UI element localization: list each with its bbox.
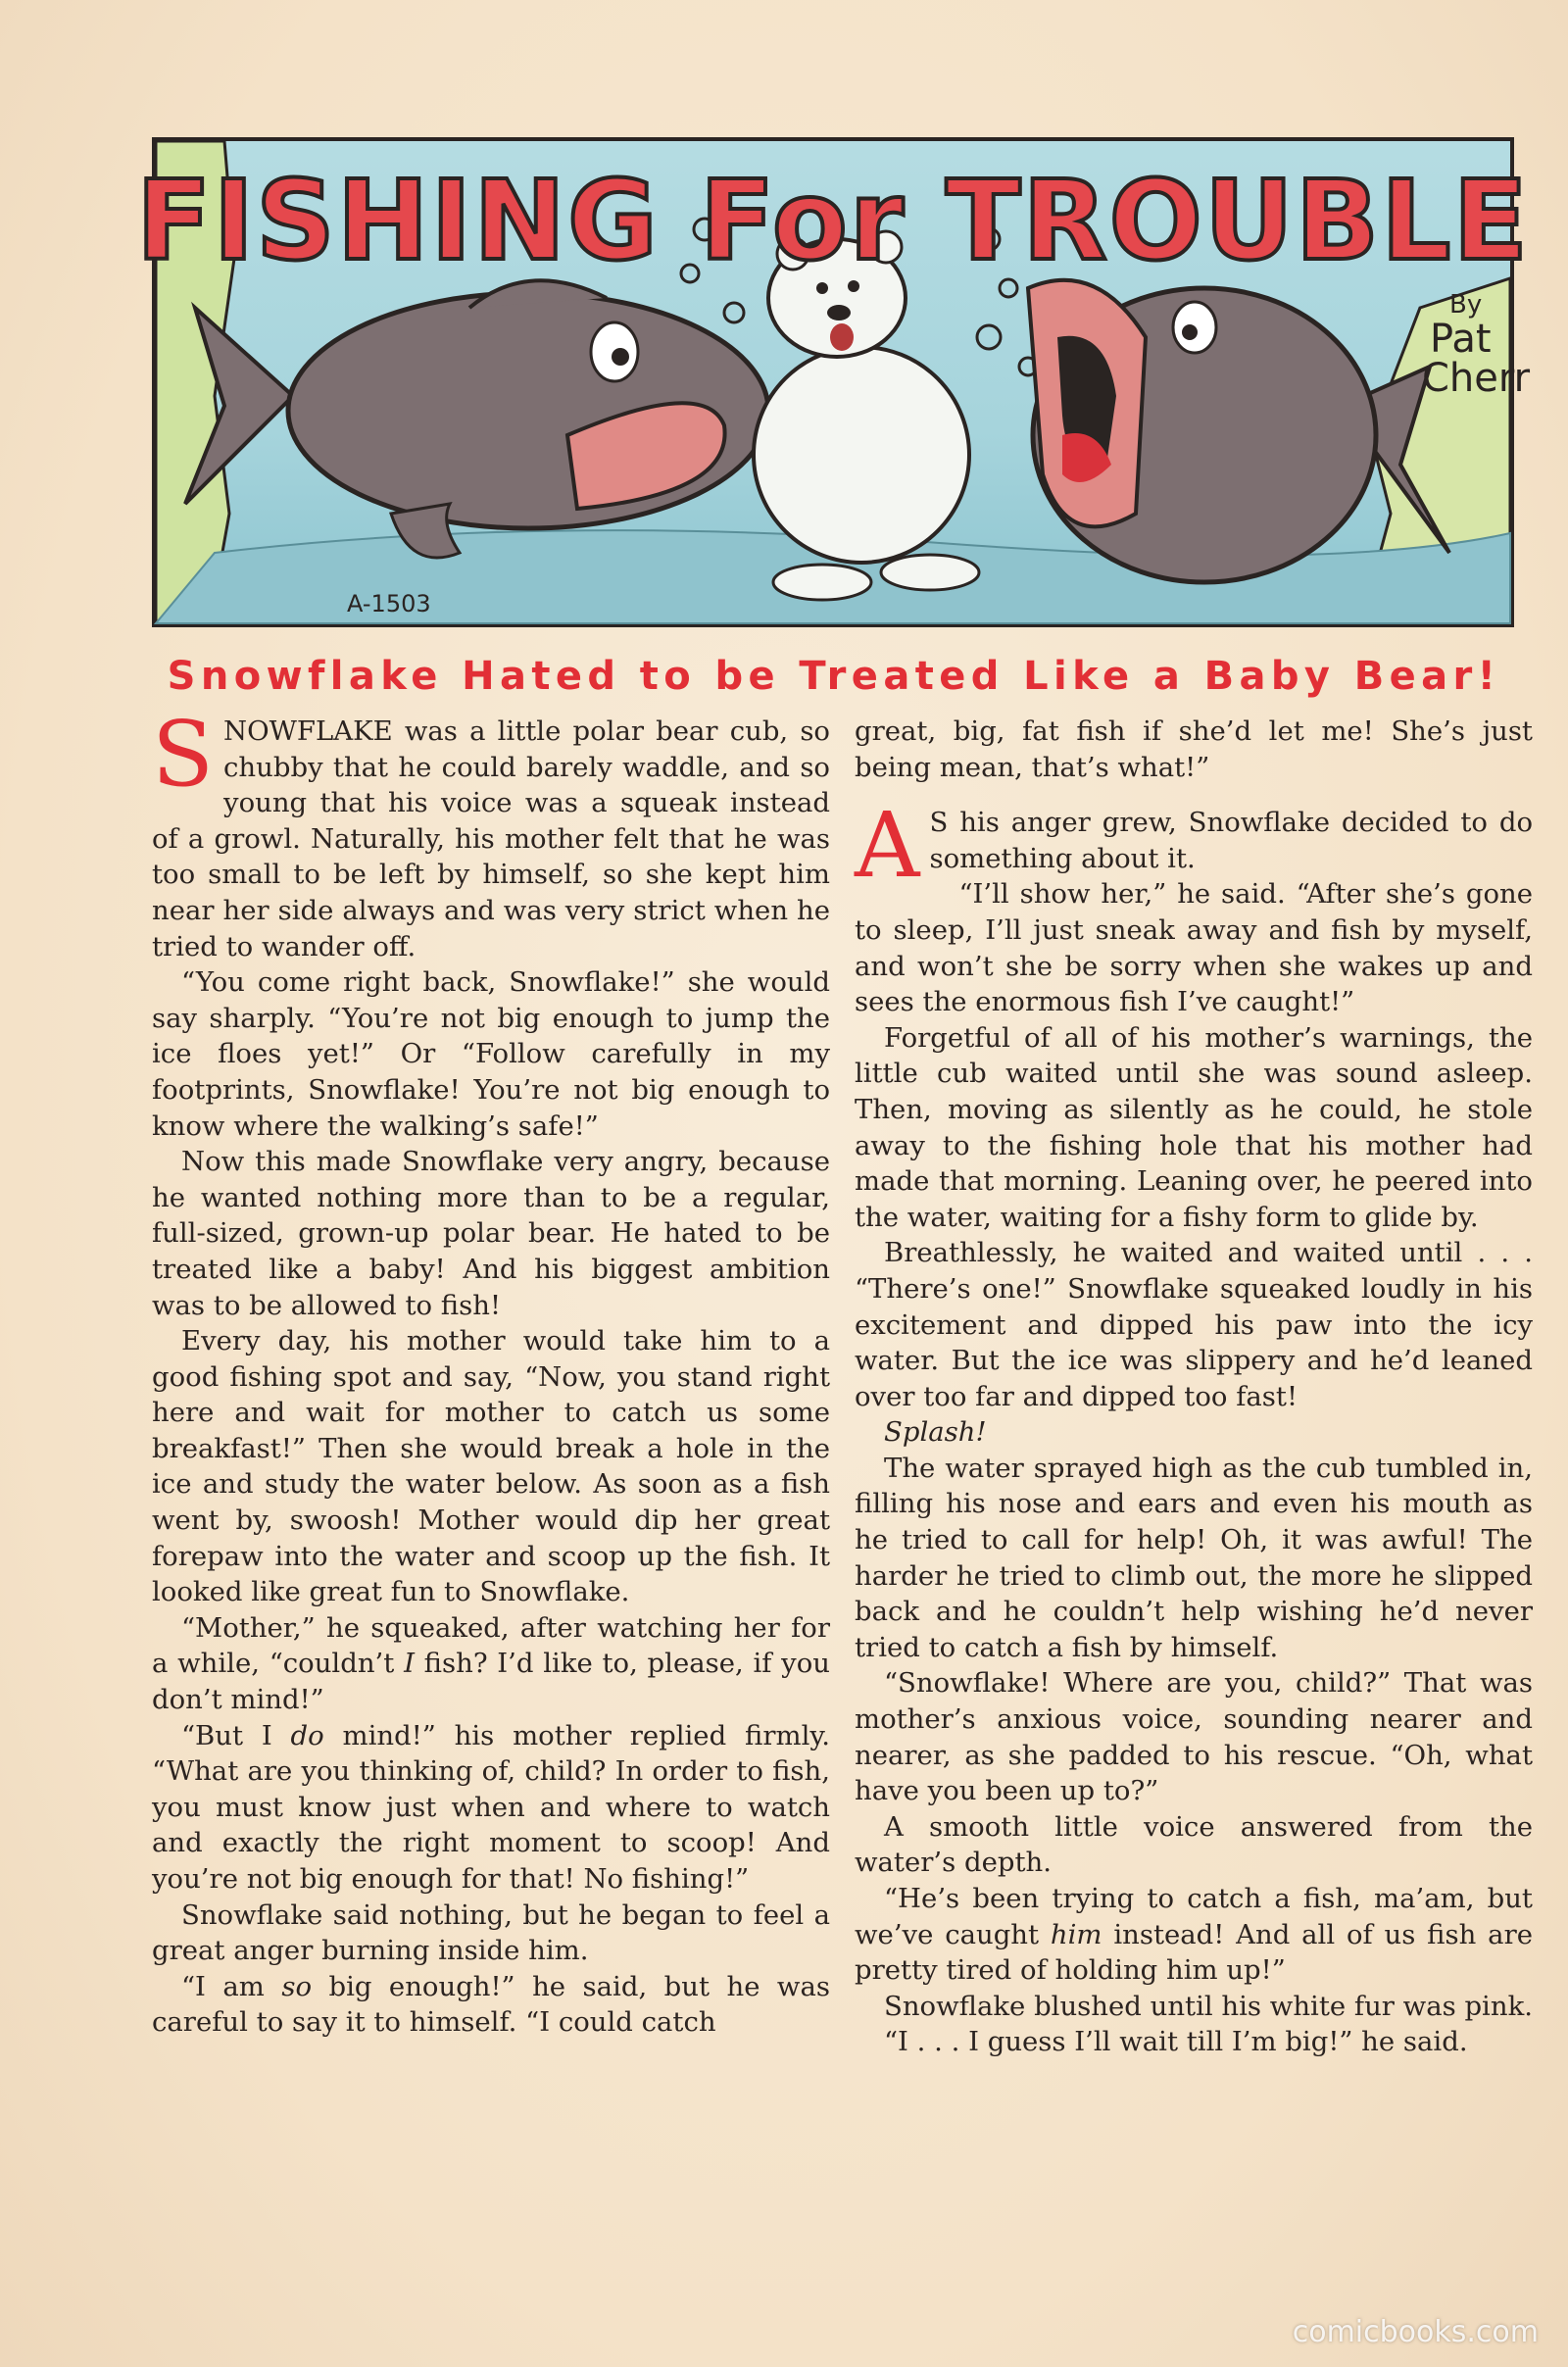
paragraph: Breathlessly, he waited and waited until . . . “There’s one!” Snowflake squeaked loudly in his excitement and dipped his paw into the icy water. But the ice was slippery and he’d leaned over too far and dipped too fast! (855, 1237, 1533, 1412)
drop-cap: S (152, 702, 215, 807)
watermark: comicbooks.com (1292, 2315, 1539, 2349)
paragraph: “But I do mind!” his mother replied firmly. “What are you thinking of, child? In order to fish, you must know just when and where to watch and exactly the right moment to scoop! And you’re not big enough for that! No fishing!” (152, 1719, 830, 1895)
paragraph: Snowflake blushed until his white fur was pink. (884, 1990, 1533, 2022)
paragraph: The water sprayed high as the cub tumbled in, filling his nose and ears and even his mouth as he tried to call for help! Oh, it was awful! The harder he tried to climb out, the more he slipped back and he couldn’t help wishing he’d never tried to catch a fish by himself. (855, 1452, 1533, 1663)
paragraph: “I . . . I guess I’ll wait till I’m big!” he said. (884, 2026, 1468, 2058)
paragraph: “I am so big enough!” he said, but he was careful to say it to himself. “I could catch (152, 1970, 830, 2039)
paragraph: “Snowflake! Where are you, child?” That was mother’s anxious voice, sounding nearer and nearer, as she padded to his rescue. “Oh, what have you been up to?” (855, 1667, 1533, 1807)
paragraph: “I’ll show her,” he said. “After she’s gone to sleep, I’ll just sneak away and fish by myself, and won’t she be sorry when she wakes up and sees the enormous fish I’ve caught!” (855, 878, 1533, 1018)
paragraph: A smooth little voice answered from the water’s depth. (855, 1810, 1533, 1879)
byline-name-2: Cherr (1422, 356, 1531, 401)
left-fish (185, 280, 768, 558)
drop-cap: A (855, 793, 920, 899)
paragraph: “He’s been trying to catch a fish, ma’am, but we’ve caught him instead! And all of us fish are pretty tired of holding him up!” (855, 1883, 1533, 1987)
banner-illustration (135, 141, 1531, 623)
paragraph: Every day, his mother would take him to a good fishing spot and say, “Now, you stand right here and wait for mother to catch us some breakfast!” Then she would break a hole in the ice and study the water below. As soon as a fish went by, swoosh! Mother would dip her great forepaw into the water and scoop up the fish. It looked like great fun to Snowflake. (152, 1325, 830, 1608)
title-banner (135, 137, 1531, 627)
story-heading: Snowflake Hated to be Treated Like a Baby Bear! (167, 654, 1501, 699)
paragraph: “Mother,” he squeaked, after watching her for a while, “couldn’t I fish? I’d like to, please, if you don’t mind!” (152, 1611, 830, 1716)
banner-code: A-1503 (347, 590, 431, 617)
byline-by: By (1449, 290, 1483, 320)
paragraph: A S his anger grew, Snowflake decided to do something about it. (855, 793, 1533, 899)
paragraph: SNOWFLAKE was a little polar bear cub, so chubby that he could barely waddle, and so young that his voice was a squeak instead of a growl. Naturally, his mother felt that he was too small to be left by himself, so she kept him near her side always and was very strict when he tried to wander off. (152, 702, 830, 962)
right-column (855, 714, 1533, 2060)
paragraph: Snowflake said nothing, but he began to feel a great anger burning inside him. (152, 1899, 830, 1967)
banner-title: FISHING For TROUBLE (135, 158, 1531, 285)
byline-name-1: Pat (1430, 317, 1492, 362)
left-column (152, 702, 830, 2041)
paragraph: “You come right back, Snowflake!” she would say sharply. “You’re not big enough to jump the ice floes yet!” Or “Follow carefully in my footprints, Snowflake! You’re not big enough to know where the walking’s safe!” (152, 966, 830, 1142)
paragraph: Now this made Snowflake very angry, because he wanted nothing more than to be a regular, full-sized, grown-up polar bear. He hated to be treated like a baby! And his biggest ambition was to be allowed to fish! (152, 1146, 830, 1321)
paragraph: Forgetful of all of his mother’s warnings, the little cub waited until she was sound asleep. Then, moving as silently as he could, he stole away to the fishing hole that his mother had made that morning. Leaning over, he peered into the water, waiting for a fishy form to glide by. (855, 1021, 1533, 1233)
paragraph: Splash! (884, 1416, 987, 1449)
paragraph: great, big, fat fish if she’d let me! She’s just being mean, that’s what!” (855, 715, 1533, 783)
